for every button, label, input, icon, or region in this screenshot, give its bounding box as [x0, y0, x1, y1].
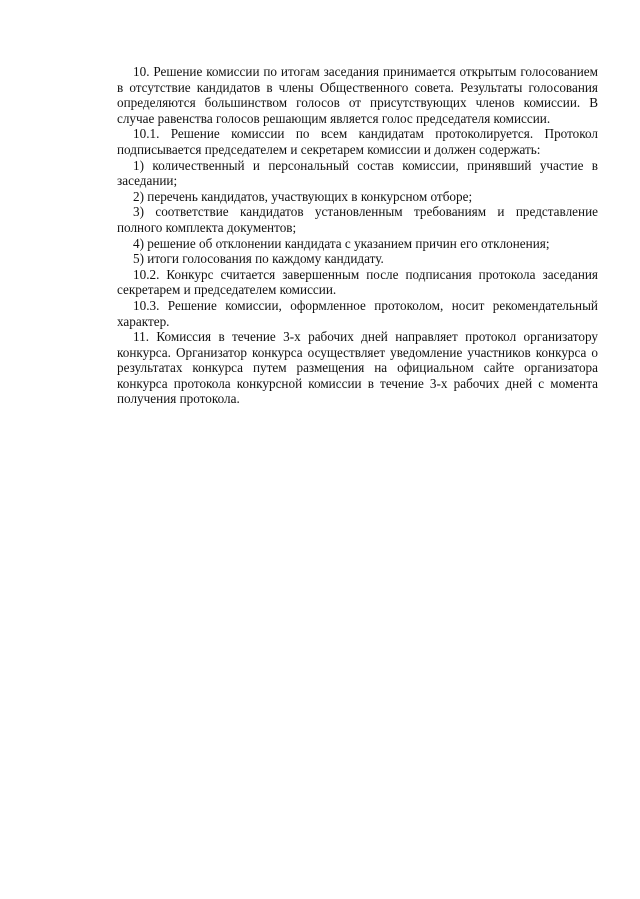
paragraph-10: 10. Решение комиссии по итогам заседания принимается открытым голосованием в отсутствие кандидатов в члены Общественного совета. Результаты голосования определяются большинством голосов от присутствующих членов комиссии. В случае равенства голосов решающим является голос председателя комиссии. — [117, 64, 598, 126]
list-item-3: 3) соответствие кандидатов установленным требованиям и представление полного комплекта документов; — [117, 204, 598, 235]
paragraph-10-1: 10.1. Решение комиссии по всем кандидатам протоколируется. Протокол подписывается председателем и секретарем комиссии и должен содержать: — [117, 126, 598, 157]
list-item-4: 4) решение об отклонении кандидата с указанием причин его отклонения; — [133, 235, 550, 251]
list-item-5: 5) итоги голосования по каждому кандидату. — [133, 251, 384, 267]
paragraph-10-3: 10.3. Решение комиссии, оформленное протоколом, носит рекомендательный характер. — [117, 297, 598, 329]
paragraph-11: 11. Комиссия в течение 3-х рабочих дней направляет протокол организатору конкурса. Организатор конкурса осуществляет уведомление участников конкурса о результатах конкурса путем размещения на официальном сайте организатора конкурса протокола конкурсной комиссии в течение 3-х рабочих дней с момента получения протокола. — [117, 329, 598, 407]
paragraph-10-2: 10.2. Конкурс считается завершенным после подписания протокола заседания секретарем и председателем комиссии. — [117, 266, 598, 298]
document-body — [117, 64, 598, 407]
list-item-2: 2) перечень кандидатов, участвующих в конкурсном отборе; — [133, 188, 473, 204]
list-item-1: 1) количественный и персональный состав комиссии, принявший участие в заседании; — [117, 157, 598, 189]
